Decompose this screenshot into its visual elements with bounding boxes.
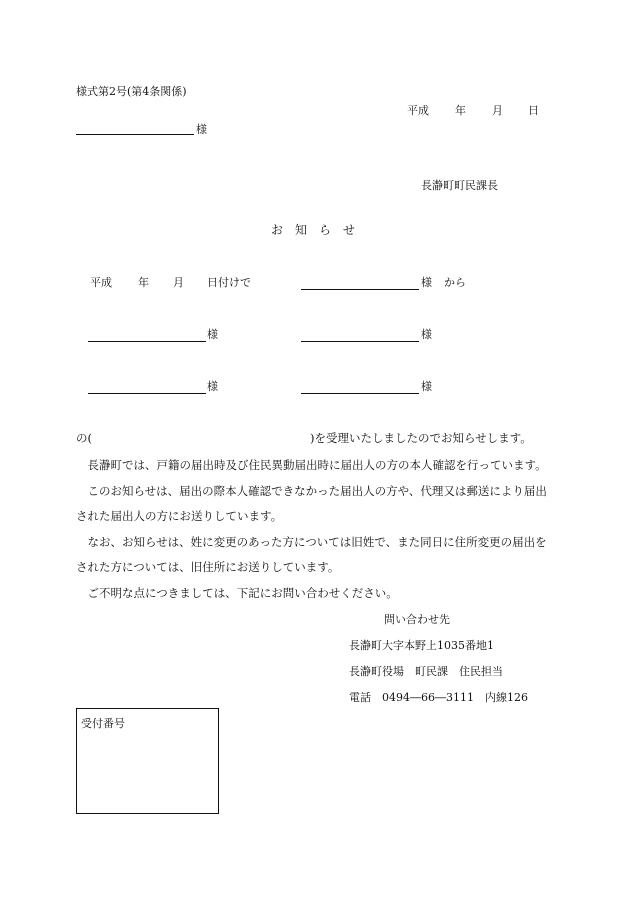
addressee-suffix: 様	[196, 123, 207, 136]
notifier-blank-5	[301, 393, 419, 394]
notifier-suffix-2: 様	[207, 328, 218, 341]
notifier-blank-1	[301, 289, 419, 290]
contact-address: 長瀞町大字本野上1035番地1	[349, 639, 494, 652]
notifier-suffix-5: 様	[421, 380, 432, 393]
notice-date-suffix: 日付けで	[207, 276, 251, 289]
date-era: 平成	[407, 104, 429, 117]
reception-number-box	[76, 708, 219, 814]
notice-date-month-label: 月	[173, 276, 184, 289]
notifier-suffix-1: 様	[421, 276, 432, 289]
notifier-blank-4	[88, 393, 206, 394]
reception-number-label: 受付番号	[81, 717, 125, 730]
document-type-open: の(	[76, 431, 92, 445]
document-type-close: )を受理いたしましたのでお知らせします。	[310, 431, 532, 445]
notifier-suffix-3: 様	[421, 328, 432, 341]
notice-date-era: 平成	[90, 276, 112, 289]
notifier-suffix-4: 様	[207, 380, 218, 393]
contact-heading: 問い合わせ先	[384, 613, 450, 626]
contact-office: 長瀞町役場 町民課 住民担当	[349, 665, 503, 678]
contact-phone: 電話 0494―66―3111 内線126	[349, 691, 528, 704]
form-number: 様式第2号(第4条関係)	[76, 85, 187, 98]
sender-name: 長瀞町町民課長	[421, 179, 498, 192]
date-day-label: 日	[528, 104, 539, 117]
notifier-blank-3	[301, 341, 419, 342]
notice-date-year-label: 年	[138, 276, 149, 289]
page-title: お 知 ら せ	[271, 223, 356, 237]
notifier-blank-2	[88, 341, 206, 342]
addressee-blank	[76, 134, 194, 135]
body-paragraph-4: ご不明な点につきましては、下記にお問い合わせください。	[87, 585, 398, 600]
date-year-label: 年	[455, 104, 466, 117]
notifier-kara: から	[444, 276, 466, 289]
body-text	[76, 453, 556, 606]
body-paragraph-2: このお知らせは、届出の際本人確認できなかった届出人の方や、代理又は郵送により届出された届出人の方にお送りしています。	[76, 483, 547, 523]
body-paragraph-3: なお、お知らせは、姓に変更のあった方については旧姓で、また同日に住所変更の届出をされた方については、旧住所にお送りしています。	[76, 534, 547, 574]
body-paragraph-1: 長瀞町では、戸籍の届出時及び住民異動届出時に届出人の方の本人確認を行っています。	[87, 458, 547, 472]
date-month-label: 月	[492, 104, 503, 117]
